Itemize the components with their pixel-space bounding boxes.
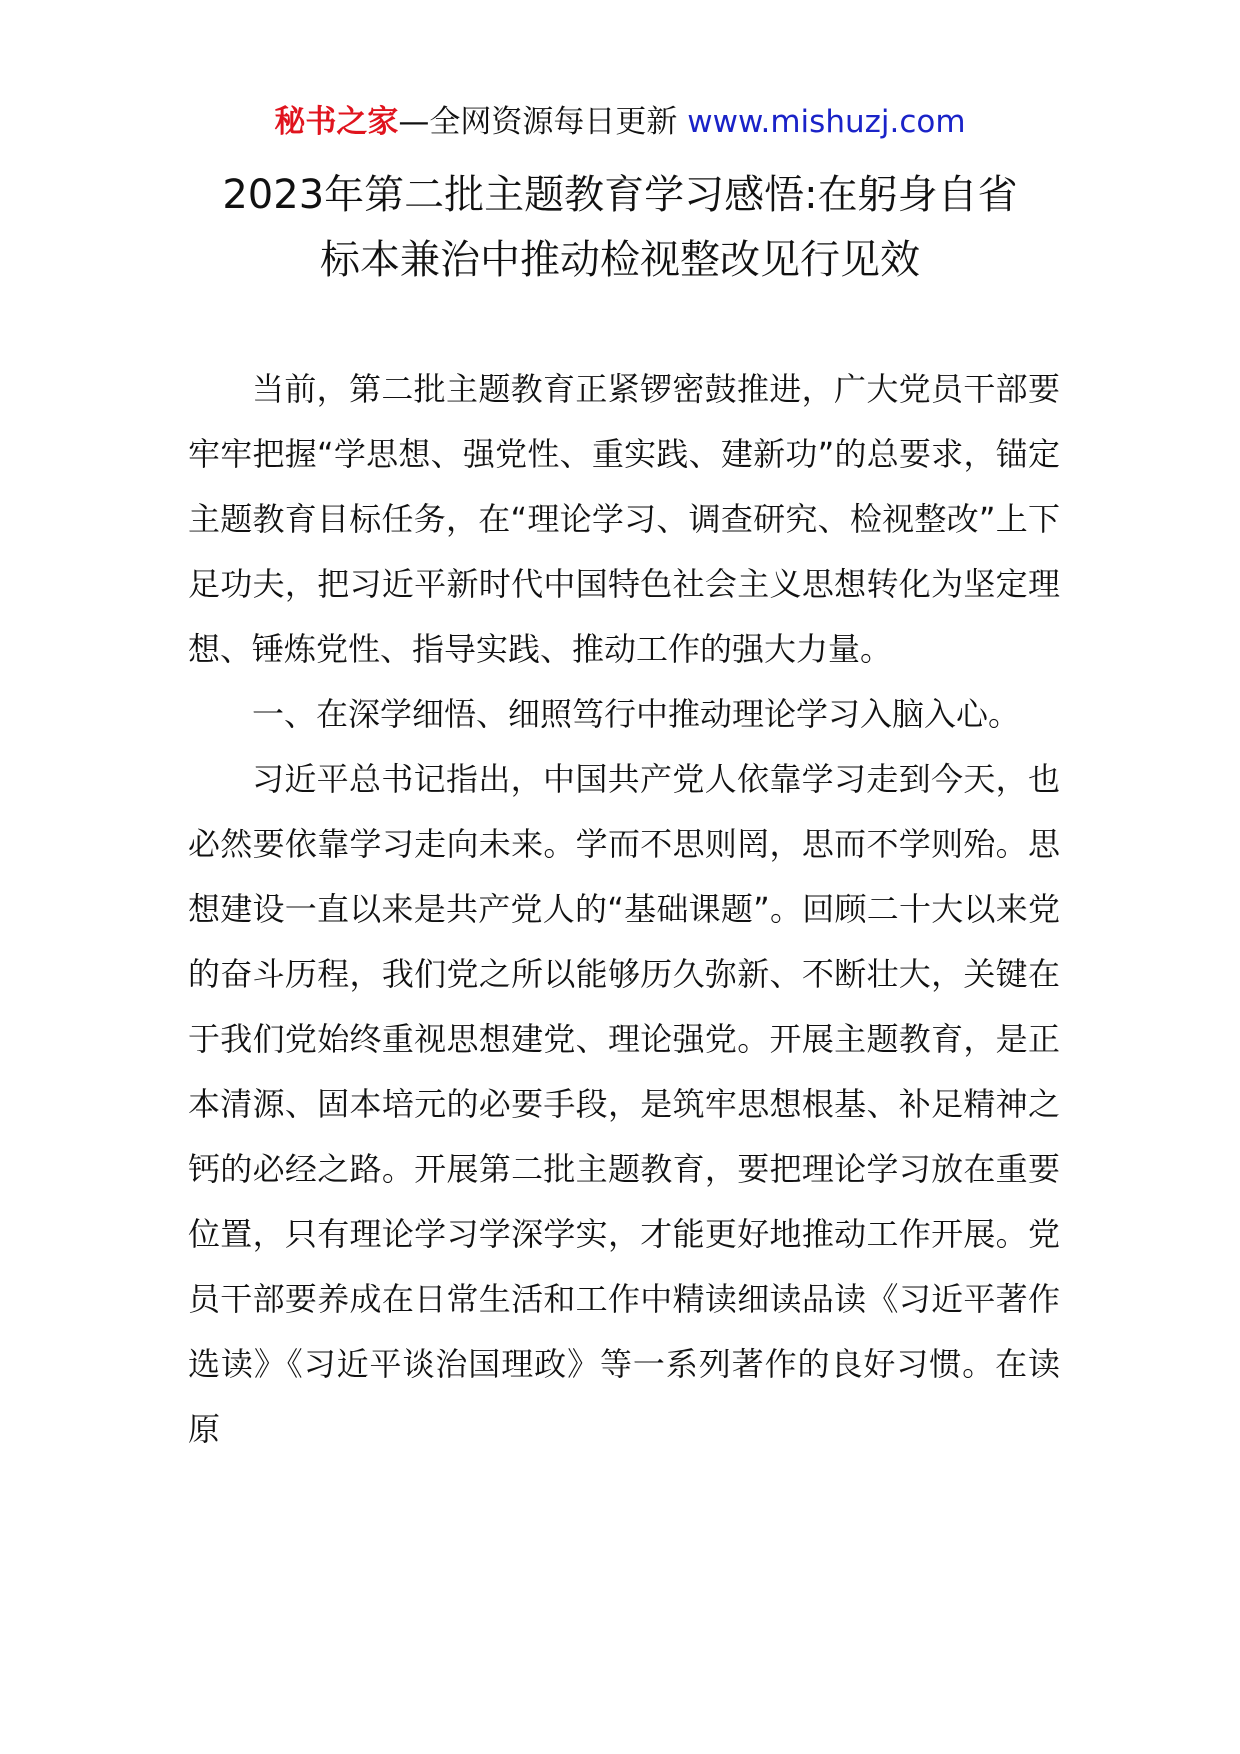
site-url-link[interactable]: www.mishuzj.com — [687, 104, 966, 140]
header-tagline: —全网资源每日更新 — [398, 104, 688, 140]
title-line-1: 2023年第二批主题教育学习感悟:在躬身自省 — [222, 172, 1018, 218]
section-heading-1: 一、在深学细悟、细照笃行中推动理论学习入脑入心。 — [252, 695, 1021, 733]
site-header — [0, 100, 1240, 144]
paragraph-intro: 当前，第二批主题教育正紧锣密鼓推进，广大党员干部要牢牢把握“学思想、强党性、重实践、建新功”的总要求，锚定主题教育目标任务，在“理论学习、调查研究、检视整改”上下足功夫，把习近平新时代中国特色社会主义思想转化为坚定理想、锤炼党性、指导实践、推动工作的强大力量。 — [188, 370, 1060, 668]
document-title — [150, 163, 1090, 293]
document-body — [188, 357, 1060, 1462]
brand-name: 秘书之家 — [274, 104, 399, 140]
paragraph-section-1: 习近平总书记指出，中国共产党人依靠学习走到今天，也必然要依靠学习走向未来。学而不思则罔，思而不学则殆。思想建设一直以来是共产党人的“基础课题”。回顾二十大以来党的奋斗历程，我们党之所以能够历久弥新、不断壮大，关键在于我们党始终重视思想建党、理论强党。开展主题教育，是正本清源、固本培元的必要手段，是筑牢思想根基、补足精神之钙的必经之路。开展第二批主题教育，要把理论学习放在重要位置，只有理论学习学深学实，才能更好地推动工作开展。党员干部要养成在日常生活和工作中精读细读品读《习近平著作选读》《习近平谈治国理政》等一系列著作的良好习惯。在读原 — [188, 760, 1060, 1448]
title-line-2: 标本兼治中推动检视整改见行见效 — [320, 237, 920, 283]
